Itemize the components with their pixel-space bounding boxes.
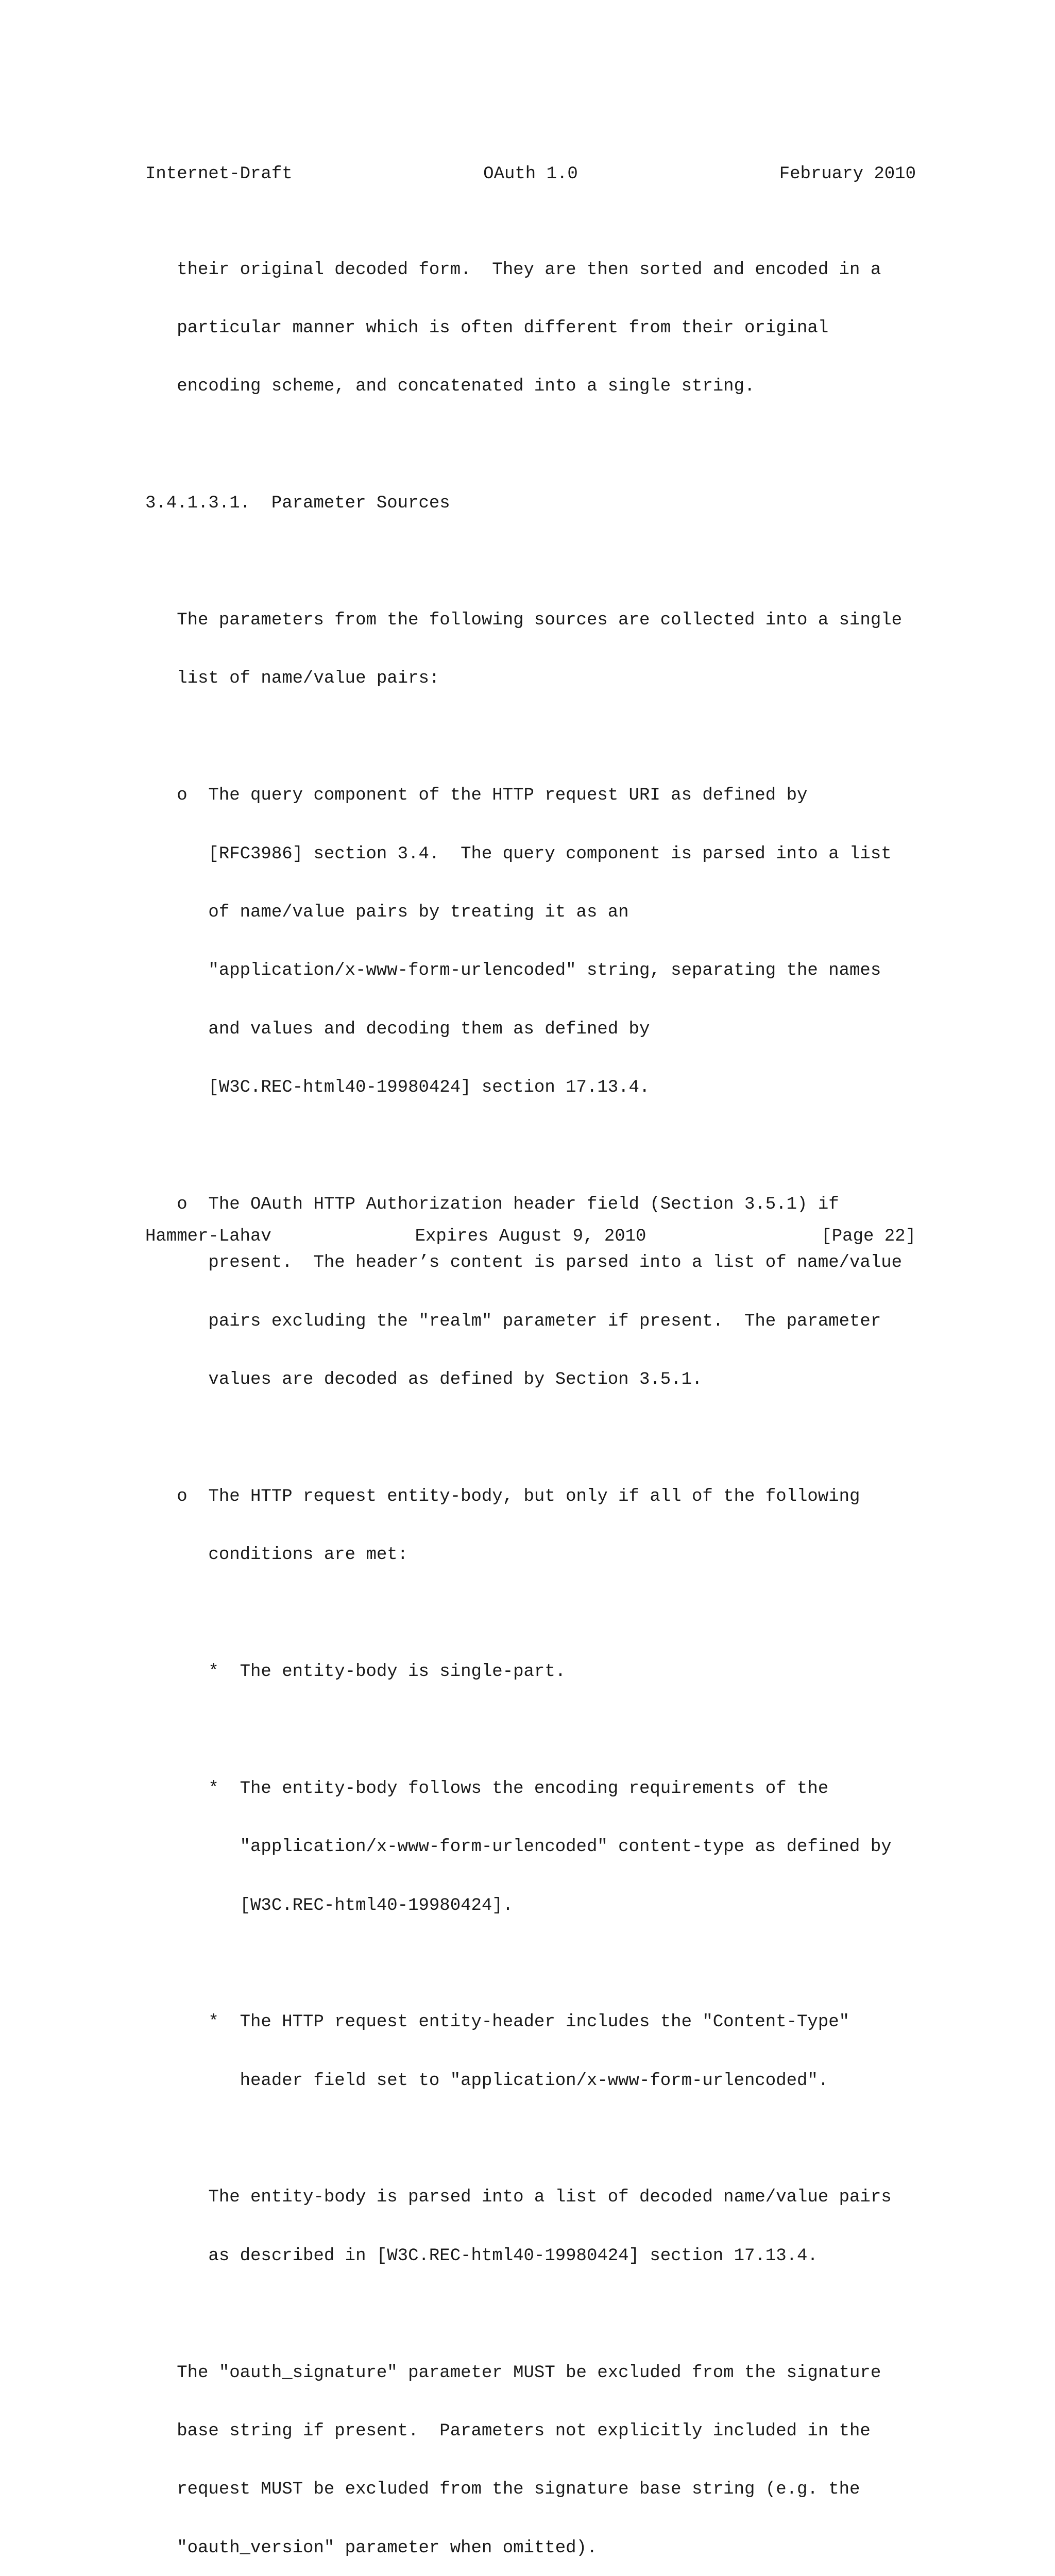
text-line: particular manner which is often different from their original: [145, 318, 829, 338]
text-line: [145, 2305, 918, 2325]
text-line: [145, 1137, 918, 1156]
footer-right: [Page 22]: [821, 1227, 916, 1246]
section-heading: 3.4.1.3.1. Parameter Sources: [145, 494, 450, 514]
text-line: encoding scheme, and concatenated into a single string.: [145, 377, 755, 397]
text-line: "application/x-www-form-urlencoded" string, separating the names: [145, 961, 881, 981]
text-line: request MUST be excluded from the signature base string (e.g. the: [145, 2480, 860, 2500]
text-line: conditions are met:: [145, 1545, 409, 1565]
text-line: The parameters from the following sources are collected into a single: [145, 610, 903, 630]
text-line: [145, 2130, 918, 2149]
text-line: their original decoded form. They are then sorted and encoded in a: [145, 260, 881, 280]
text-line: values are decoded as defined by Section 3.5.1.: [145, 1370, 703, 1390]
header-right: February 2010: [779, 164, 916, 184]
text-line: [145, 1604, 918, 1624]
text-line: base string if present. Parameters not explicitly included in the: [145, 2421, 871, 2442]
text-line: [145, 553, 918, 572]
text-line: [W3C.REC-html40-19980424] section 17.13.4.: [145, 1078, 650, 1098]
text-line: list of name/value pairs:: [145, 669, 440, 689]
list-item: o The OAuth HTTP Authorization header field (Section 3.5.1) if: [145, 1194, 839, 1214]
header-center: OAuth 1.0: [483, 164, 578, 184]
text-line: [RFC3986] section 3.4. The query component is parsed into a list: [145, 844, 892, 864]
text-line: header field set to "application/x-www-form-urlencoded".: [145, 2071, 829, 2091]
text-line: [145, 1955, 918, 1974]
text-line: present. The header’s content is parsed into a list of name/value: [145, 1253, 903, 1273]
sub-list-item: * The entity-body is single-part.: [145, 1662, 566, 1682]
list-item: o The query component of the HTTP request URI as defined by: [145, 786, 808, 806]
text-line: [W3C.REC-html40-19980424].: [145, 1895, 514, 1916]
text-line: pairs excluding the "realm" parameter if present. The parameter: [145, 1311, 881, 1331]
text-line: and values and decoding them as defined by: [145, 1019, 650, 1039]
text-line: "application/x-www-form-urlencoded" content-type as defined by: [145, 1837, 892, 1857]
text-line: of name/value pairs by treating it as an: [145, 902, 629, 922]
text-line: "oauth_version" parameter when omitted).: [145, 2538, 598, 2558]
page-footer: [145, 1225, 916, 1248]
sub-list-item: * The entity-body follows the encoding requirements of the: [145, 1778, 829, 1799]
page-header: [145, 163, 916, 185]
footer-left: Hammer-Lahav: [145, 1227, 271, 1246]
footer-center: Expires August 9, 2010: [415, 1227, 646, 1246]
header-left: Internet-Draft: [145, 164, 293, 184]
text-line: [145, 1429, 918, 1448]
text-line: The "oauth_signature" parameter MUST be excluded from the signature: [145, 2363, 881, 2383]
sub-list-item: * The HTTP request entity-header includes the "Content-Type": [145, 2012, 850, 2032]
text-line: [145, 1721, 918, 1740]
text-line: The entity-body is parsed into a list of decoded name/value pairs: [145, 2188, 892, 2208]
list-item: o The HTTP request entity-body, but only if all of the following: [145, 1486, 860, 1506]
text-line: [145, 436, 918, 455]
text-line: [145, 728, 918, 748]
text-line: as described in [W3C.REC-html40-19980424] section 17.13.4.: [145, 2246, 818, 2266]
body-text: [145, 222, 918, 2576]
